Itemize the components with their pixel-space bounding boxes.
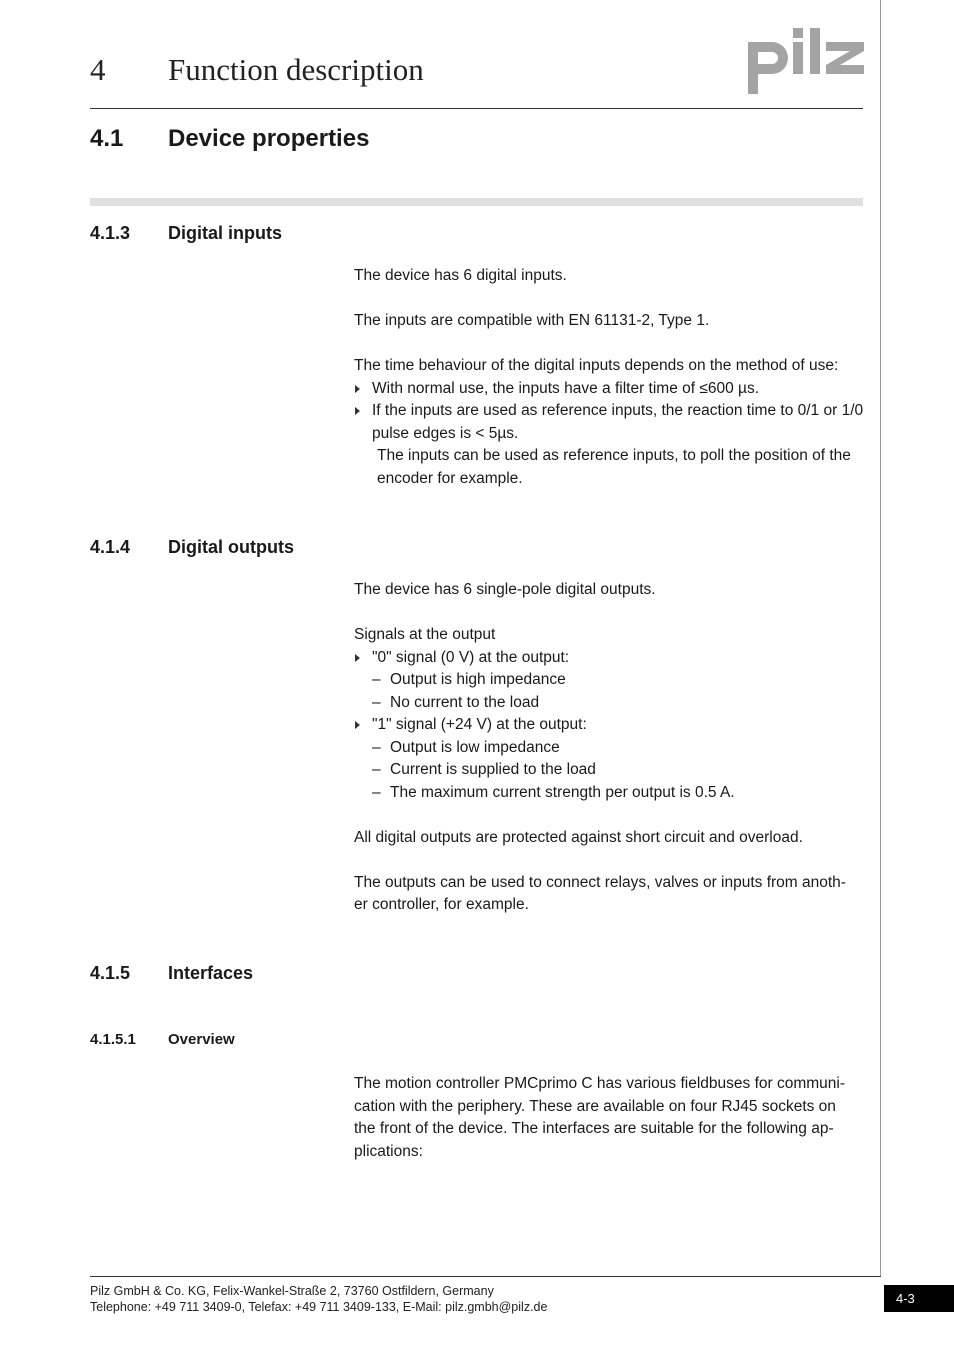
- list-item: With normal use, the inputs have a filter time of ≤600 µs.: [354, 378, 866, 401]
- pilz-logo: [746, 26, 866, 96]
- subsection-number-interfaces: 4.1.5: [90, 963, 131, 983]
- paragraph-line: the front of the device. The interfaces are suitable for the following ap-: [354, 1120, 834, 1137]
- list-item: "0" signal (0 V) at the output:: [354, 647, 866, 670]
- subsection-number-inputs: 4.1.3: [90, 223, 131, 243]
- subsection-number-outputs: 4.1.4: [90, 537, 131, 557]
- paragraph-line: er controller, for example.: [354, 896, 529, 913]
- subsection-title-outputs: Digital outputs: [168, 537, 294, 557]
- header-divider: [90, 108, 863, 109]
- list-item: If the inputs are used as reference inputs, the reaction time to 0/1 or 1/0 pulse edges is < 5µs.: [354, 400, 866, 445]
- bullet-arrow-icon: [355, 721, 360, 729]
- footer-address: [90, 1283, 547, 1315]
- paragraph: The device has 6 digital inputs.: [354, 267, 567, 284]
- paragraph: The time behaviour of the digital inputs depends on the method of use:: [354, 357, 839, 374]
- subsection-title-interfaces: Interfaces: [168, 963, 254, 983]
- bullet-arrow-icon: [355, 385, 360, 393]
- paragraph-line: The outputs can be used to connect relays, valves or inputs from anoth-: [354, 873, 846, 891]
- bullet-arrow-icon: [355, 407, 360, 415]
- footer-line: Pilz GmbH & Co. KG, Felix-Wankel-Straße 2, 73760 Ostfildern, Germany: [90, 1284, 494, 1298]
- interfaces-body: [354, 1073, 866, 1163]
- subsubsection-number: 4.1.5.1: [90, 1031, 136, 1048]
- right-margin-line: [880, 0, 881, 1276]
- sub-list-item: – The maximum current strength per output is 0.5 A.: [372, 783, 735, 801]
- sub-list-item: – Output is low impedance: [372, 738, 560, 756]
- subsection-title-inputs: Digital inputs: [168, 223, 282, 243]
- list-item: "1" signal (+24 V) at the output:: [354, 714, 866, 737]
- sub-list-item: – No current to the load: [372, 693, 540, 711]
- chapter-title: Function description: [168, 52, 424, 87]
- digital-inputs-body: [354, 265, 866, 490]
- paragraph-line: The motion controller PMCprimo C has various fieldbuses for communi-: [354, 1075, 846, 1092]
- sub-list-item: – Output is high impedance: [372, 671, 566, 688]
- footer-line: Telephone: +49 711 3409-0, Telefax: +49 711 3409-133, E-Mail: pilz.gmbh@pilz.de: [90, 1300, 548, 1314]
- section-bar: [90, 198, 863, 206]
- paragraph-line: cation with the periphery. These are available on four RJ45 sockets on: [354, 1097, 836, 1115]
- note-text: The inputs can be used as reference inputs, to poll the position of the encoder for example.: [377, 447, 851, 487]
- section-title: Device properties: [168, 125, 370, 152]
- paragraph: All digital outputs are protected against short circuit and overload.: [354, 828, 803, 846]
- page-number: 4-3: [884, 1285, 954, 1312]
- chapter-number: 4: [90, 52, 106, 87]
- paragraph-line: plications:: [354, 1142, 423, 1160]
- subsubsection-title: Overview: [168, 1031, 235, 1048]
- sub-list-item: – Current is supplied to the load: [372, 761, 596, 778]
- paragraph: The inputs are compatible with EN 61131-2, Type 1.: [354, 312, 710, 329]
- section-number: 4.1: [90, 125, 124, 152]
- digital-outputs-body: [354, 579, 866, 917]
- paragraph: Signals at the output: [354, 626, 496, 643]
- bullet-arrow-icon: [355, 654, 360, 662]
- footer-divider: [90, 1276, 881, 1277]
- paragraph: The device has 6 single-pole digital outputs.: [354, 581, 656, 598]
